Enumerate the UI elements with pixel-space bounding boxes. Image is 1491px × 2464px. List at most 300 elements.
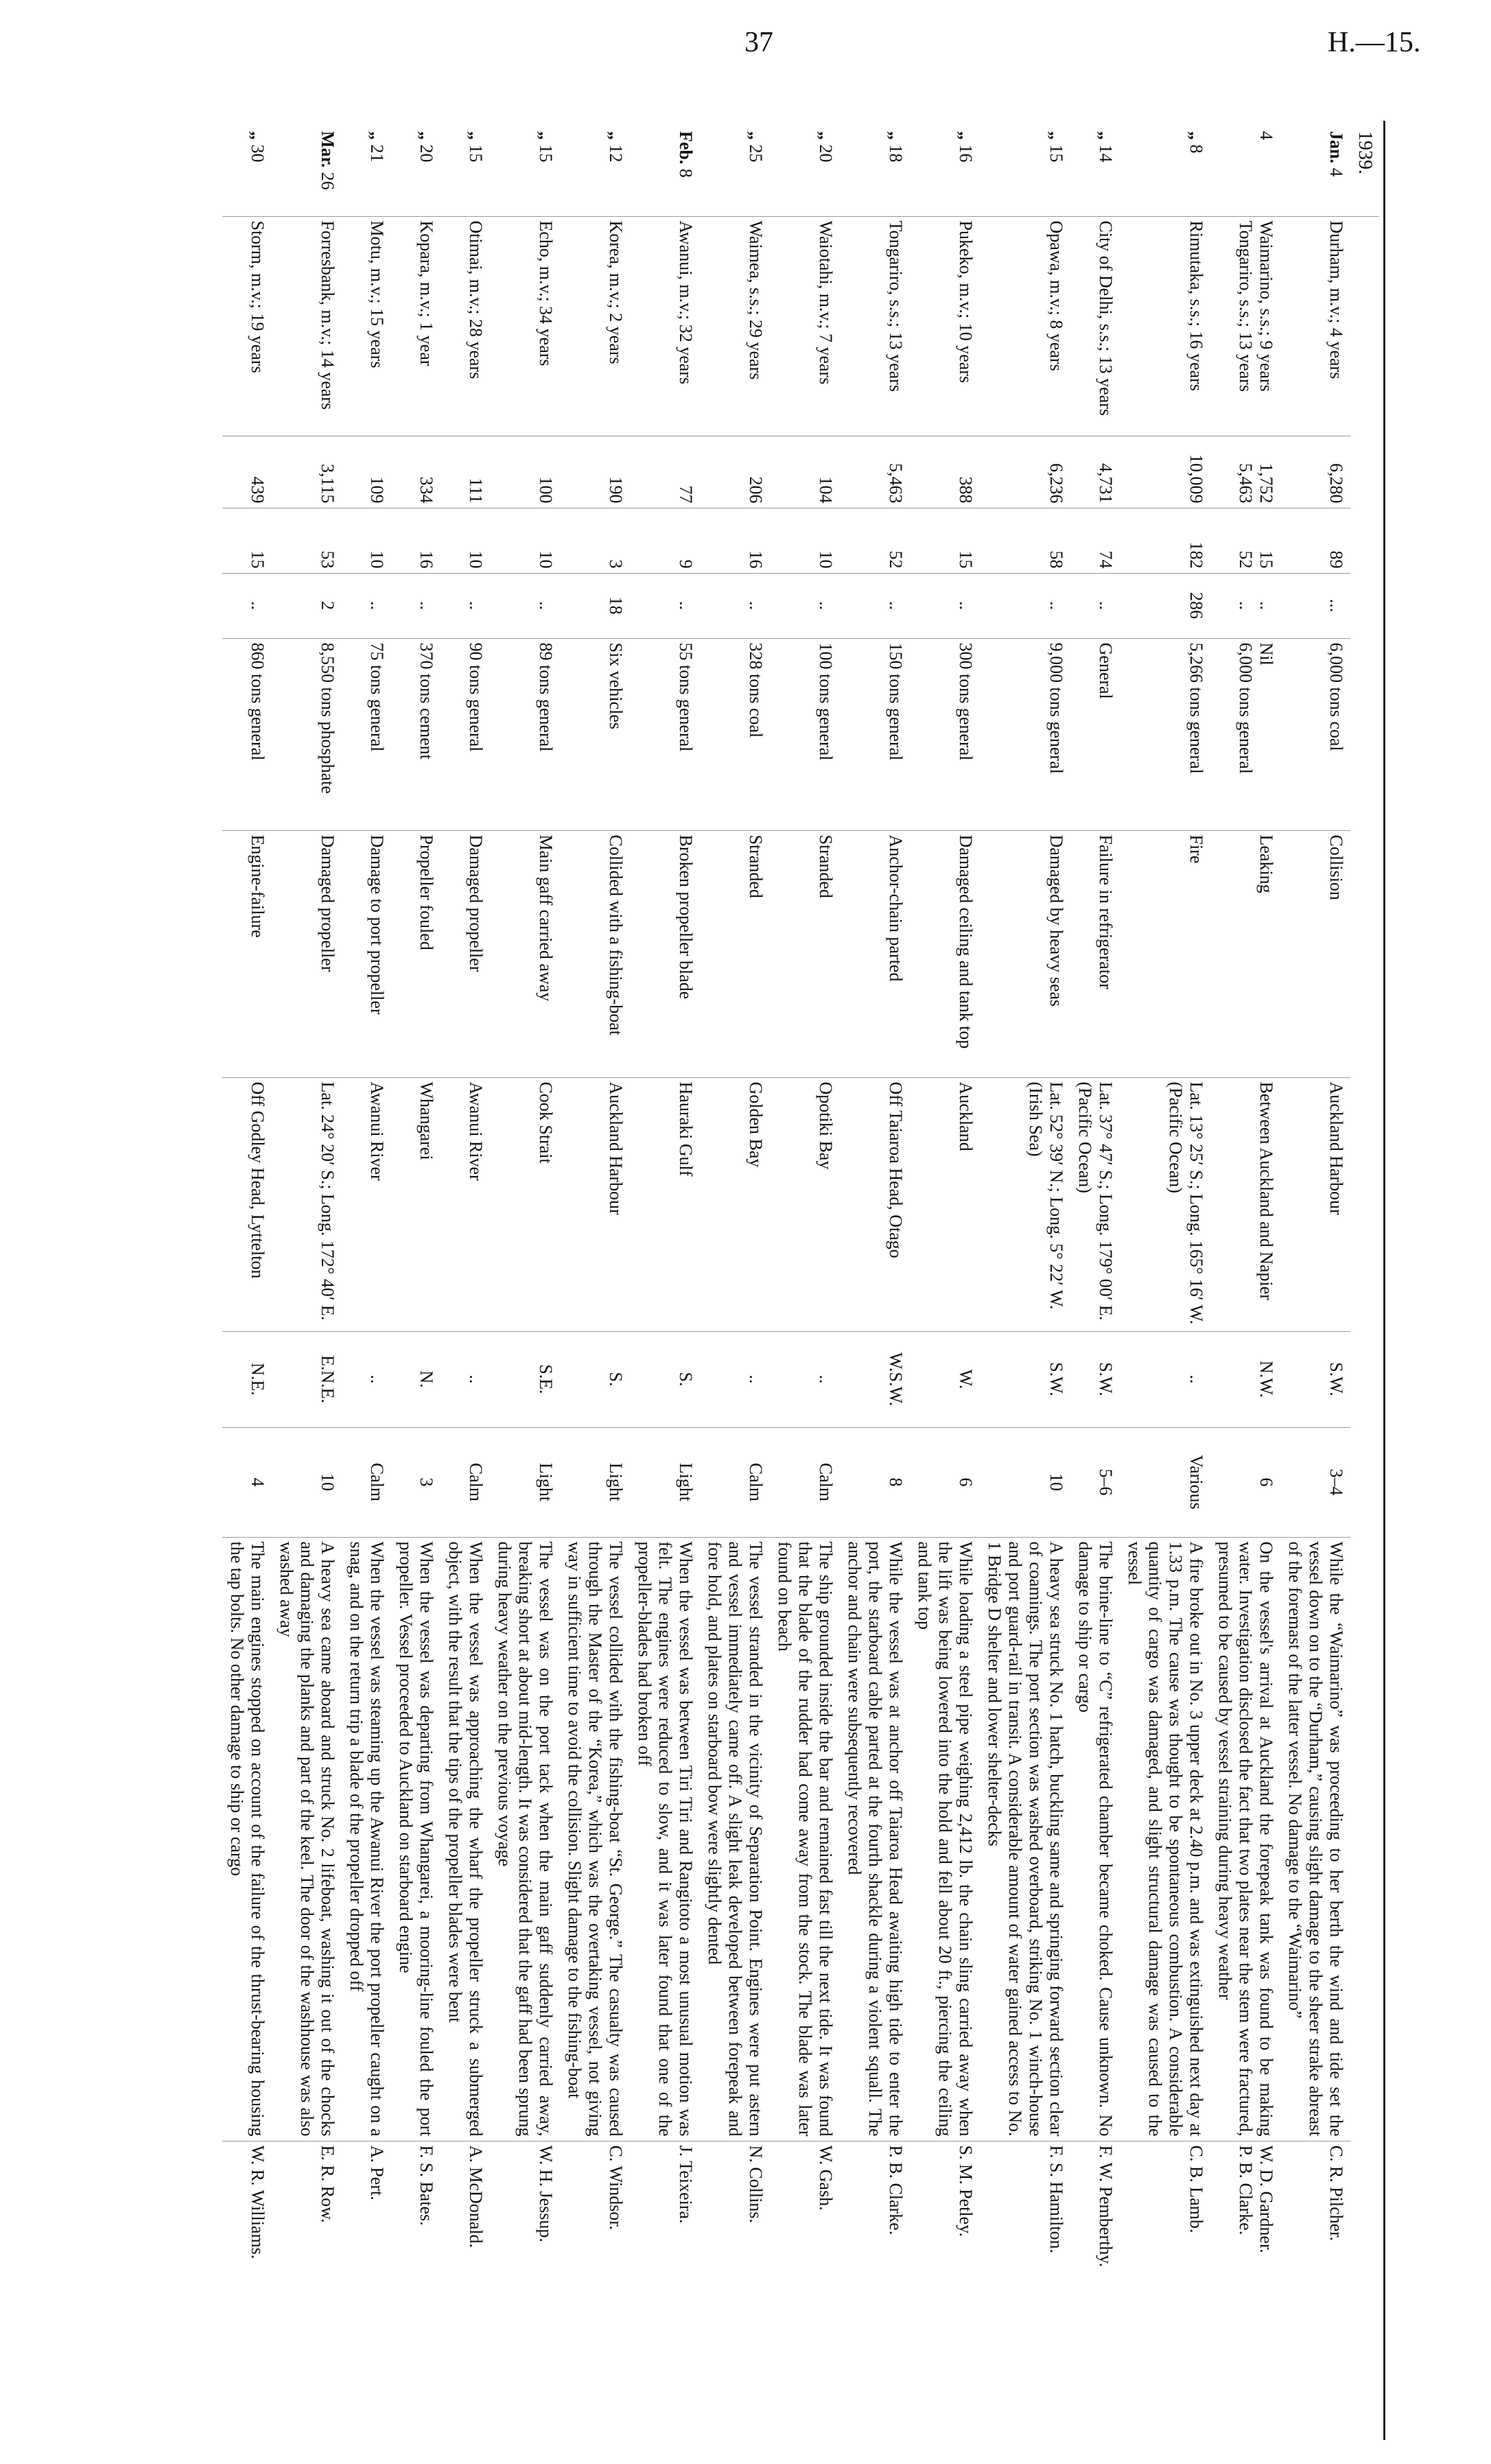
month-label: Jan. bbox=[1326, 131, 1346, 163]
tonnage-cell bbox=[1280, 436, 1350, 508]
day-label: 21 bbox=[367, 144, 387, 163]
day-label: 15 bbox=[536, 144, 556, 163]
wind-direction-cell bbox=[490, 1331, 560, 1427]
cargo-value: Six vehicles bbox=[606, 642, 626, 729]
wind-direction: .. bbox=[1186, 1374, 1206, 1384]
officer-cell bbox=[560, 2141, 630, 2432]
vessel-cell bbox=[222, 216, 272, 436]
description-cell bbox=[630, 1537, 700, 2141]
passengers-value: .. bbox=[248, 601, 268, 610]
wind-force: Various bbox=[1186, 1455, 1206, 1510]
location-cell bbox=[1070, 1077, 1120, 1331]
vessel-cell bbox=[980, 216, 1070, 436]
casualty-type: Stranded bbox=[746, 834, 766, 898]
officer-name: N. Collins. bbox=[746, 2145, 766, 2223]
cargo-value: Nil bbox=[1256, 642, 1276, 666]
wind-direction-cell bbox=[441, 1331, 490, 1427]
wind-direction-cell bbox=[342, 1331, 391, 1427]
casualty-description: While loading a steel pipe weighing 2,412 lb. the chain sling carried away when the lift was being lowered into the hold and fell about 20 ft., piercing the ceiling and tank top bbox=[915, 1541, 976, 2137]
officer-name: W. R. Williams. bbox=[248, 2145, 268, 2260]
tonnage-cell bbox=[560, 436, 630, 508]
crew-cell bbox=[1280, 508, 1350, 573]
description-cell bbox=[840, 1537, 910, 2141]
casualty-type: Propeller fouled bbox=[416, 834, 436, 950]
officer-cell bbox=[1210, 2141, 1280, 2432]
vessel-name: Rimutaka, s.s.; 16 years bbox=[1186, 220, 1206, 391]
crew-cell bbox=[770, 508, 840, 573]
tonnage-cell bbox=[272, 436, 342, 508]
table-row bbox=[1120, 127, 1210, 2432]
cargo-value: 75 tons general bbox=[367, 642, 387, 752]
wind-direction: S.W. bbox=[1326, 1362, 1346, 1396]
location-value: Golden Bay bbox=[746, 1081, 766, 1168]
vessel-cell bbox=[560, 216, 630, 436]
crew-cell bbox=[700, 508, 770, 573]
casualty-cell bbox=[1070, 830, 1120, 1077]
crew-value: 10 bbox=[536, 550, 556, 569]
casualty-cell bbox=[1120, 830, 1210, 1077]
passengers-cell bbox=[490, 573, 560, 638]
date-cell bbox=[272, 127, 342, 216]
crew-value: 15 bbox=[956, 550, 976, 569]
date-cell bbox=[840, 127, 910, 216]
date-cell bbox=[700, 127, 770, 216]
month-label: „ bbox=[536, 131, 556, 140]
tonnage-cell bbox=[910, 436, 980, 508]
vessel-name: Otimai, m.v.; 28 years bbox=[466, 220, 486, 379]
wind-direction-cell bbox=[910, 1331, 980, 1427]
casualty-type: Damaged by heavy seas bbox=[1046, 834, 1066, 1007]
wind-force: 6 bbox=[956, 1477, 976, 1487]
description-cell bbox=[222, 1537, 272, 2141]
officer-name: C. Windsor. bbox=[606, 2145, 626, 2230]
cargo-value: 100 tons general bbox=[816, 642, 836, 761]
casualty-cell bbox=[1210, 830, 1280, 1077]
tonnage-value: 100 bbox=[536, 476, 556, 504]
wind-direction-cell bbox=[560, 1331, 630, 1427]
casualty-type: Broken propeller blade bbox=[676, 834, 696, 1000]
vessel-name: Awanui, m.v.; 32 years bbox=[676, 220, 696, 385]
officer-cell bbox=[441, 2141, 490, 2432]
wind-direction-cell bbox=[840, 1331, 910, 1427]
wind-force: 10 bbox=[318, 1473, 338, 1491]
day-label: 8 bbox=[1186, 144, 1206, 154]
day-label: 20 bbox=[416, 144, 436, 163]
cargo-cell bbox=[342, 638, 391, 830]
passengers-value: 18 bbox=[606, 596, 626, 615]
crew-value: 3 bbox=[606, 559, 626, 569]
casualty-type: Failure in refrigerator bbox=[1096, 834, 1116, 989]
tonnage-cell bbox=[630, 436, 700, 508]
location-value: Off Taiaroa Head, Otago bbox=[886, 1081, 906, 1258]
crew-cell bbox=[441, 508, 490, 573]
casualty-type: Damaged propeller bbox=[318, 834, 338, 972]
month-label: Feb. bbox=[676, 131, 696, 165]
wind-direction: .. bbox=[466, 1374, 486, 1384]
wind-direction: N. bbox=[416, 1370, 436, 1388]
wind-force-cell bbox=[342, 1427, 391, 1537]
wind-direction-cell bbox=[1280, 1331, 1350, 1427]
officer-cell bbox=[1280, 2141, 1350, 2432]
wind-force-cell bbox=[1210, 1427, 1280, 1537]
casualty-type: Main gaff carried away bbox=[536, 834, 556, 1002]
officer-cell bbox=[630, 2141, 700, 2432]
passengers-value: .. bbox=[956, 601, 976, 610]
wind-force: Calm bbox=[466, 1462, 486, 1502]
wind-direction-cell bbox=[700, 1331, 770, 1427]
casualty-cell bbox=[490, 830, 560, 1077]
table-row bbox=[272, 127, 342, 2432]
crew-value: 89 bbox=[1326, 550, 1346, 569]
crew-cell bbox=[272, 508, 342, 573]
officer-name: W. H. Jessup. bbox=[536, 2145, 556, 2242]
tonnage-cell bbox=[490, 436, 560, 508]
tonnage-value: 388 bbox=[956, 476, 976, 504]
month-label: „ bbox=[606, 131, 626, 140]
casualty-type: Stranded bbox=[816, 834, 836, 898]
description-cell bbox=[1120, 1537, 1210, 2141]
officer-name: S. M. Petley. bbox=[956, 2145, 976, 2237]
casualty-description: While the “Waimarino” was proceeding to her berth the wind and tide set the vessel down on to the “Durham,” causing slight damage to the sheer strake abreast of the foremast of the latter vessel. No damage to the “Waimarino” bbox=[1285, 1541, 1346, 2137]
vessel-name: Waiotahi, m.v.; 7 years bbox=[816, 220, 836, 385]
location-value: Cook Strait bbox=[536, 1081, 556, 1164]
passengers-value: .. bbox=[1256, 601, 1276, 610]
location-cell bbox=[910, 1077, 980, 1331]
vessel-name: Korea, m.v.; 2 years bbox=[606, 220, 626, 364]
wind-force-cell bbox=[630, 1427, 700, 1537]
passengers-value: ... bbox=[1326, 598, 1346, 613]
table-row bbox=[490, 127, 560, 2432]
casualty-cell bbox=[840, 830, 910, 1077]
tonnage-value: 109 bbox=[367, 476, 387, 504]
day-label: 26 bbox=[318, 172, 338, 190]
cargo-cell bbox=[910, 638, 980, 830]
wind-force: 8 bbox=[886, 1477, 906, 1487]
casualty-type: Damaged propeller bbox=[466, 834, 486, 972]
cargo-cell bbox=[272, 638, 342, 830]
vessel-name: Waimea, s.s.; 29 years bbox=[746, 220, 766, 380]
tonnage-cell bbox=[222, 436, 272, 508]
month-label: „ bbox=[416, 131, 436, 140]
cargo-cell bbox=[1210, 638, 1280, 830]
cargo-cell bbox=[700, 638, 770, 830]
casualty-description: The main engines stopped on account of the failure of the thrust-bearing housing the tap bolts. No other damage to ship or cargo bbox=[227, 1541, 268, 2137]
wind-direction-cell bbox=[1120, 1331, 1210, 1427]
cargo-cell bbox=[441, 638, 490, 830]
wind-force-cell bbox=[490, 1427, 560, 1537]
page-number: 37 bbox=[744, 27, 773, 58]
casualty-type: Damage to port propeller bbox=[367, 834, 387, 1015]
vessel-name: Opawa, m.v.; 8 years bbox=[1046, 220, 1066, 371]
tonnage-value: 4,731 bbox=[1096, 463, 1116, 504]
officer-cell bbox=[222, 2141, 272, 2432]
wind-force: 4 bbox=[248, 1477, 268, 1487]
cargo-value: 89 tons general bbox=[536, 642, 556, 752]
table-row bbox=[700, 127, 770, 2432]
crew-cell bbox=[342, 508, 391, 573]
passengers-cell bbox=[222, 573, 272, 638]
casualty-cell bbox=[980, 830, 1070, 1077]
officer-name: J. Teixeira. bbox=[676, 2145, 696, 2224]
location-value: Whangarei bbox=[416, 1081, 436, 1160]
crew-value: 10 bbox=[367, 550, 387, 569]
cargo-cell bbox=[1120, 638, 1210, 830]
month-label: „ bbox=[1046, 131, 1066, 140]
passengers-cell bbox=[980, 573, 1070, 638]
officer-cell bbox=[342, 2141, 391, 2432]
passengers-cell bbox=[272, 573, 342, 638]
day-label: 15 bbox=[466, 144, 486, 163]
tonnage-cell bbox=[1070, 436, 1120, 508]
location-cell bbox=[342, 1077, 391, 1331]
vessel-name: Echo, m.v.; 34 years bbox=[536, 220, 556, 366]
cargo-value: 300 tons general bbox=[956, 642, 976, 761]
casualty-type: Leaking bbox=[1256, 834, 1276, 893]
officer-name: F. W. Pemberthy. bbox=[1096, 2145, 1116, 2268]
location-value: Awanui River bbox=[367, 1081, 387, 1181]
crew-value: 16 bbox=[416, 550, 436, 569]
month-label: „ bbox=[956, 131, 976, 140]
officer-cell bbox=[490, 2141, 560, 2432]
wind-direction-cell bbox=[630, 1331, 700, 1427]
tonnage-cell bbox=[1120, 436, 1210, 508]
crew-cell bbox=[222, 508, 272, 573]
description-cell bbox=[272, 1537, 342, 2141]
casualty-description: The vessel stranded in the vicinity of Separation Point. Engines were put astern and vessel immediately came off. A slight leak developed between forepeak and fore hold, and plates on starboard bow were slightly dented bbox=[705, 1541, 766, 2137]
wind-direction: N.E. bbox=[248, 1363, 268, 1396]
wind-direction-cell bbox=[770, 1331, 840, 1427]
date-cell bbox=[1070, 127, 1120, 216]
passengers-value: .. bbox=[1046, 601, 1066, 610]
tonnage-value: 190 bbox=[606, 476, 626, 504]
document-code: H.—15. bbox=[1328, 27, 1421, 58]
location-value: Auckland Harbour bbox=[606, 1081, 626, 1215]
tonnage-cell bbox=[391, 436, 441, 508]
passengers-cell bbox=[342, 573, 391, 638]
passengers-cell bbox=[840, 573, 910, 638]
month-label: „ bbox=[886, 131, 906, 140]
casualty-cell bbox=[391, 830, 441, 1077]
location-cell bbox=[1280, 1077, 1350, 1331]
passengers-value: .. bbox=[746, 601, 766, 610]
description-cell bbox=[700, 1537, 770, 2141]
description-cell bbox=[391, 1537, 441, 2141]
passengers-value: .. bbox=[1096, 601, 1116, 610]
tonnage-value: 3,115 bbox=[318, 463, 338, 504]
wind-force-cell bbox=[910, 1427, 980, 1537]
vessel-name: Kopara, m.v.; 1 year bbox=[416, 220, 436, 366]
casualty-type: Collision bbox=[1326, 834, 1346, 900]
month-label: „ bbox=[248, 131, 268, 140]
date-cell bbox=[1210, 127, 1280, 216]
wind-direction: .. bbox=[367, 1374, 387, 1384]
tonnage-value: 206 bbox=[746, 476, 766, 504]
wind-force-cell bbox=[560, 1427, 630, 1537]
crew-cell bbox=[1210, 508, 1280, 573]
vessel-cell bbox=[342, 216, 391, 436]
location-value: Lat. 13° 25′ S.; Long. 165° 16′ W. (Pacific Ocean) bbox=[1166, 1081, 1206, 1325]
tonnage-cell bbox=[441, 436, 490, 508]
crew-value: 9 bbox=[676, 559, 696, 569]
crew-value: 10 bbox=[816, 550, 836, 569]
cargo-cell bbox=[980, 638, 1070, 830]
crew-cell bbox=[980, 508, 1070, 573]
description-cell bbox=[1070, 1537, 1120, 2141]
officer-name: C. B. Lamb. bbox=[1186, 2145, 1206, 2233]
location-cell bbox=[700, 1077, 770, 1331]
casualty-cell bbox=[700, 830, 770, 1077]
wind-force: Calm bbox=[816, 1462, 836, 1502]
cargo-cell bbox=[1280, 638, 1350, 830]
passengers-cell bbox=[630, 573, 700, 638]
passengers-cell bbox=[700, 573, 770, 638]
passengers-value: .. bbox=[466, 601, 486, 610]
cargo-cell bbox=[560, 638, 630, 830]
vessel-cell bbox=[1280, 216, 1350, 436]
date-cell bbox=[910, 127, 980, 216]
wind-direction: N.W. bbox=[1256, 1361, 1276, 1398]
table-row bbox=[560, 127, 630, 2432]
passengers-value: 2 bbox=[318, 601, 338, 610]
wind-force: Calm bbox=[746, 1462, 766, 1502]
vessel-name: Waimarino, s.s.; 9 years bbox=[1256, 220, 1276, 392]
day-label: 20 bbox=[816, 144, 836, 163]
date-cell bbox=[490, 127, 560, 216]
vessel-name: Storm, m.v.; 19 years bbox=[248, 220, 268, 373]
casualty-description: On the vessel's arrival at Auckland the forepeak tank was found to be making water. Investigation disclosed the fact that two plates near the stem were fractured, presumed to be caused by vessel straining during heavy weather bbox=[1215, 1541, 1276, 2137]
vessel-name: Tongariro, s.s.; 13 years bbox=[1236, 220, 1256, 392]
description-cell bbox=[1280, 1537, 1350, 2141]
year-label: 1939. bbox=[1354, 131, 1376, 174]
vessel-cell bbox=[1070, 216, 1120, 436]
wind-force: 3–4 bbox=[1326, 1468, 1346, 1496]
casualty-description: While the vessel was at anchor off Taiaroa Head awaiting high tide to enter the port, the starboard cable parted at the fourth shackle during a violent squall. The anchor and chain were subsequently recovered bbox=[845, 1541, 906, 2137]
wind-direction: S.E. bbox=[536, 1364, 556, 1394]
year-row bbox=[1350, 127, 1379, 2432]
crew-value: 58 bbox=[1046, 550, 1066, 569]
vessel-name: Motu, m.v.; 15 years bbox=[367, 220, 387, 368]
date-cell bbox=[342, 127, 391, 216]
location-cell bbox=[490, 1077, 560, 1331]
table-row bbox=[630, 127, 700, 2432]
wind-direction: W. bbox=[956, 1369, 976, 1389]
cargo-value: 860 tons general bbox=[248, 642, 268, 761]
description-cell bbox=[490, 1537, 560, 2141]
table-row bbox=[1280, 127, 1350, 2432]
passengers-cell bbox=[910, 573, 980, 638]
casualty-cell bbox=[441, 830, 490, 1077]
crew-cell bbox=[1120, 508, 1210, 573]
passengers-cell bbox=[1120, 573, 1210, 638]
wind-force-cell bbox=[1280, 1427, 1350, 1537]
crew-value: 10 bbox=[466, 550, 486, 569]
cargo-cell bbox=[630, 638, 700, 830]
vessel-cell bbox=[840, 216, 910, 436]
officer-name: W. D. Gardner. bbox=[1256, 2145, 1276, 2253]
cargo-value: 90 tons general bbox=[466, 642, 486, 752]
officer-name: A. Pert. bbox=[367, 2145, 387, 2201]
wind-force-cell bbox=[840, 1427, 910, 1537]
vessel-name: Tongariro, s.s.; 13 years bbox=[886, 220, 906, 392]
tonnage-cell bbox=[1210, 436, 1280, 508]
tonnage-cell bbox=[342, 436, 391, 508]
tonnage-value: 5,463 bbox=[1236, 463, 1256, 504]
casualty-type: Fire bbox=[1186, 834, 1206, 864]
crew-cell bbox=[490, 508, 560, 573]
officer-cell bbox=[1120, 2141, 1210, 2432]
tonnage-cell bbox=[770, 436, 840, 508]
wind-force-cell bbox=[272, 1427, 342, 1537]
casualty-description: The vessel collided with the fishing-boat “St. George.” The casualty was caused through the Master of the “Korea,” which was the overtaking vessel, not giving way in sufficient time to avoid the collision. Slight damage to the fishing-boat bbox=[565, 1541, 626, 2137]
casualty-cell bbox=[910, 830, 980, 1077]
table-row bbox=[441, 127, 490, 2432]
tonnage-value: 5,463 bbox=[886, 463, 906, 504]
wind-force-cell bbox=[391, 1427, 441, 1537]
tonnage-value: 6,236 bbox=[1046, 463, 1066, 504]
month-label: „ bbox=[746, 131, 766, 140]
cargo-cell bbox=[840, 638, 910, 830]
description-cell bbox=[1210, 1537, 1280, 2141]
officer-name: P. B. Clarke. bbox=[1236, 2145, 1256, 2236]
casualty-cell bbox=[222, 830, 272, 1077]
cargo-cell bbox=[391, 638, 441, 830]
vessel-cell bbox=[490, 216, 560, 436]
location-value: Awanui River bbox=[466, 1081, 486, 1181]
casualty-table bbox=[222, 127, 1379, 2432]
month-label: „ bbox=[816, 131, 836, 140]
day-label: 16 bbox=[956, 144, 976, 163]
table-row bbox=[342, 127, 391, 2432]
description-cell bbox=[770, 1537, 840, 2141]
wind-direction-cell bbox=[1070, 1331, 1120, 1427]
wind-direction: .. bbox=[816, 1374, 836, 1384]
vessel-cell bbox=[391, 216, 441, 436]
cargo-value: 6,000 tons general bbox=[1236, 642, 1256, 774]
wind-force: Light bbox=[676, 1462, 696, 1502]
vessel-name: Forresbank, m.v.; 14 years bbox=[318, 220, 338, 410]
location-value: Lat. 37° 47′ S.; Long. 179° 00′ E. (Pacific Ocean) bbox=[1075, 1081, 1116, 1321]
day-label: 4 bbox=[1326, 167, 1346, 177]
passengers-cell bbox=[1070, 573, 1120, 638]
officer-name: F. S. Hamilton. bbox=[1046, 2145, 1066, 2254]
wind-direction: S.W. bbox=[1046, 1362, 1066, 1396]
description-cell bbox=[910, 1537, 980, 2141]
casualty-description: When the vessel was between Tiri Tiri and Rangitoto a most unusual motion was felt. The engines were reduced to slow, and it was later found that one of the propeller-blades had broken off bbox=[635, 1541, 696, 2137]
crew-cell bbox=[560, 508, 630, 573]
vessel-cell bbox=[441, 216, 490, 436]
description-cell bbox=[980, 1537, 1070, 2141]
crew-value: 52 bbox=[1236, 550, 1256, 569]
location-value: Lat. 52° 39′ N.; Long. 5° 22′ W. (Irish Sea) bbox=[1026, 1081, 1066, 1310]
month-label: „ bbox=[1096, 131, 1116, 140]
passengers-cell bbox=[1280, 573, 1350, 638]
officer-name: W. Gash. bbox=[816, 2145, 836, 2211]
cargo-value: 9,000 tons general bbox=[1046, 642, 1066, 774]
description-cell bbox=[560, 1537, 630, 2141]
wind-force: 5–6 bbox=[1096, 1468, 1116, 1496]
table-row bbox=[910, 127, 980, 2432]
wind-direction: E.N.E. bbox=[318, 1354, 338, 1404]
vessel-name: Pukeko, m.v.; 10 years bbox=[956, 220, 976, 384]
officer-name: F. S. Bates. bbox=[416, 2145, 436, 2226]
tonnage-value: 439 bbox=[248, 476, 268, 504]
cargo-value: 150 tons general bbox=[886, 642, 906, 761]
casualty-cell bbox=[560, 830, 630, 1077]
passengers-cell bbox=[770, 573, 840, 638]
cargo-value: 328 tons coal bbox=[746, 642, 766, 738]
wind-force-cell bbox=[1120, 1427, 1210, 1537]
location-value: Auckland bbox=[956, 1081, 976, 1151]
